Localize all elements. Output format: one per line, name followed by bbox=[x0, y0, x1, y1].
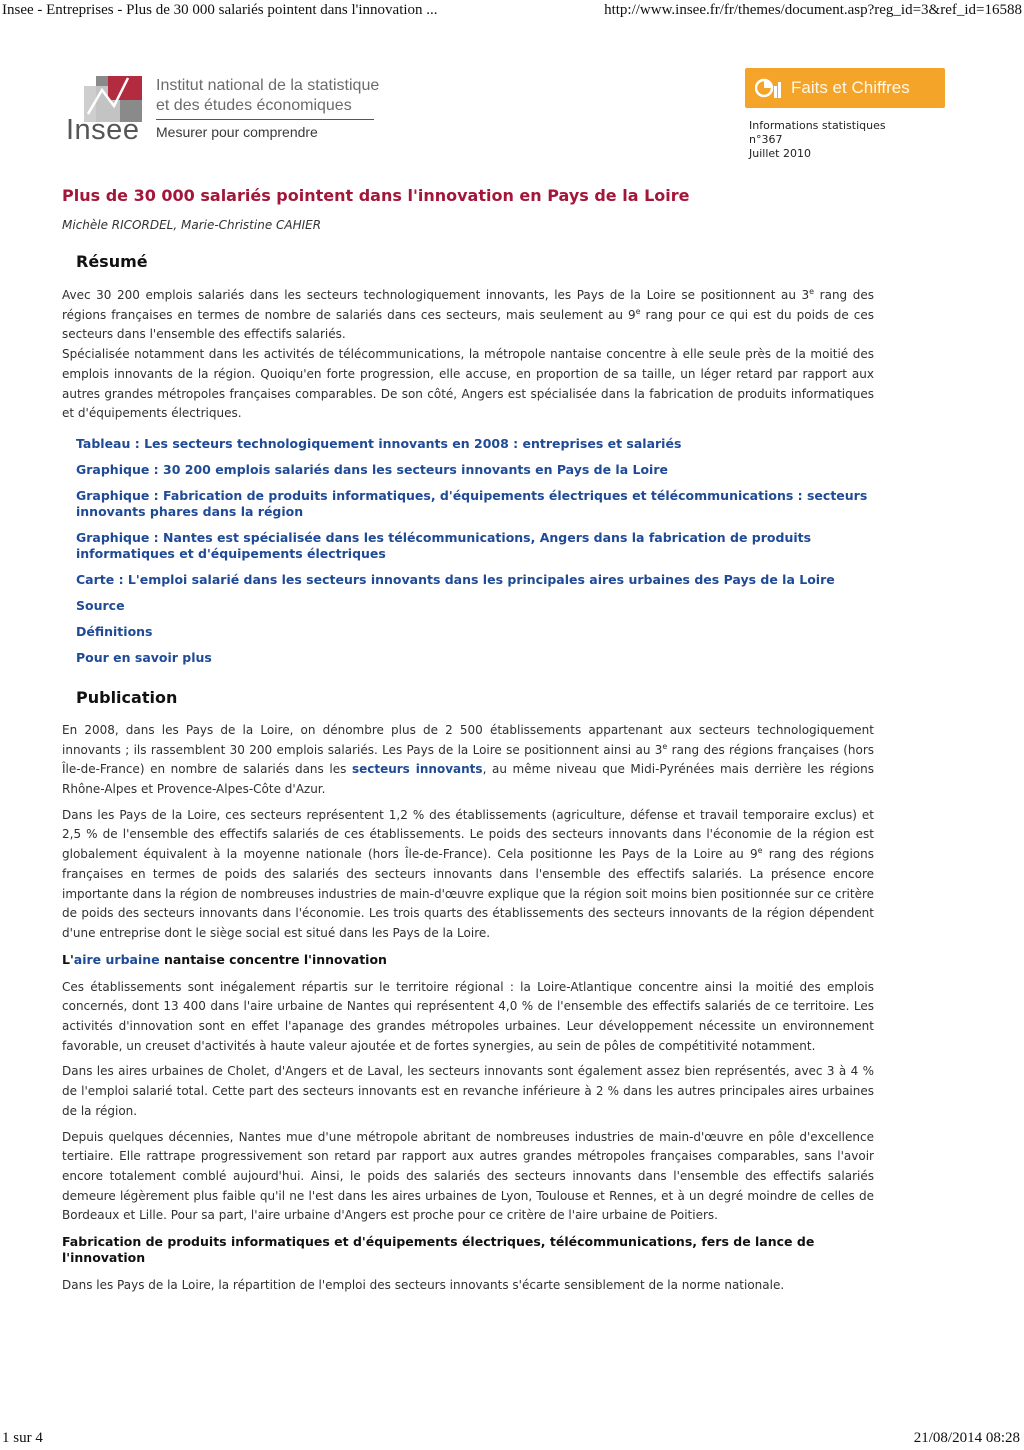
institute-name-line2: et des études économiques bbox=[156, 97, 352, 114]
insee-logo[interactable] bbox=[64, 68, 414, 148]
link-definitions[interactable]: Définitions bbox=[76, 623, 153, 639]
subheading-aire-urbaine bbox=[62, 952, 874, 968]
link-secteurs-innovants[interactable]: secteurs innovants bbox=[351, 762, 483, 777]
link-aire-urbaine[interactable]: aire urbaine bbox=[73, 951, 160, 967]
publication-paragraph-3: Ces établissements sont inégalement répartis sur le territoire régional : la Loire-Atlantique concentre ainsi la moitié des emplois concernés, dont 13 400 dans l'aire urbaine de Nantes qui représentent 4,0 % de l'ensemble des effectifs salariés de ce territoire. Les activités d'innovation sont en effet l'apanage des grandes métropoles urbaines. Leur développement nécessite un environnement favorable, un creuset d'activités à haute valeur ajoutée et de fortes synergies, au sein de pôles de compétitivité notamment. bbox=[62, 979, 874, 1053]
resume-p1-text-b: rang des régions françaises en termes de nombre de salariés dans ces secteurs, mais seulement au 9 bbox=[62, 288, 874, 322]
link-graphique-emplois[interactable]: Graphique : 30 200 emplois salariés dans les secteurs innovants en Pays de la Loire bbox=[76, 461, 668, 477]
print-header-url: http://www.insee.fr/fr/themes/document.asp?reg_id=3&ref_id=16588 bbox=[604, 2, 1022, 18]
related-links bbox=[62, 436, 874, 666]
pub-p1-text-c: , au même niveau que Midi-Pyrénées mais derrière les régions Rhône-Alpes et Provence-Alpes-Côte d'Azur. bbox=[62, 762, 874, 797]
link-pour-en-savoir-plus[interactable]: Pour en savoir plus bbox=[76, 649, 212, 665]
link-graphique-nantes-angers[interactable]: Graphique : Nantes est spécialisée dans les télécommunications, Angers dans la fabrication de produits informatiques et d'équipements électriques bbox=[76, 529, 812, 561]
print-header bbox=[0, 2, 1024, 22]
print-header-title: Insee - Entreprises - Plus de 30 000 salariés pointent dans l'innovation ... bbox=[2, 2, 438, 18]
pub-p2-sup: e bbox=[757, 846, 763, 856]
link-source[interactable]: Source bbox=[76, 597, 125, 613]
publication-paragraph-4: Dans les aires urbaines de Cholet, d'Angers et de Laval, les secteurs innovants sont également assez bien représentés, avec 3 à 4 % de l'emploi salarié total. Cette part des secteurs innovants est en revanche inférieure à 2 % dans les autres principales aires urbaines de la région. bbox=[62, 1064, 874, 1118]
resume-heading: Résumé bbox=[76, 252, 148, 271]
faits-et-chiffres-badge[interactable] bbox=[745, 68, 945, 108]
subheading-fabrication: Fabrication de produits informatiques et d'équipements électriques, télécommunications, fers de lance de l'innovation bbox=[62, 1234, 815, 1266]
link-graphique-fabrication[interactable]: Graphique : Fabrication de produits informatiques, d'équipements électriques et télécommunications : secteurs innovants phares dans la région bbox=[76, 487, 868, 519]
chart-figure-icon bbox=[755, 76, 783, 100]
resume-paragraph-2: Spécialisée notamment dans les activités de télécommunications, la métropole nantaise concentre à elle seule près de la moitié des emplois innovants de la région. Quoiqu'en forte progression, elle accuse, en proportion de sa taille, un léger retard par rapport aux autres grandes métropoles françaises comparables. De son côté, Angers est spécialisée dans la fabrication de produits informatiques et d'équipements électriques. bbox=[62, 347, 874, 421]
publication-paragraph-2 bbox=[62, 806, 874, 944]
institute-name bbox=[156, 76, 379, 116]
resume-block bbox=[62, 286, 874, 424]
sub1-text-b: nantaise concentre l'innovation bbox=[159, 951, 387, 967]
publication-paragraph-1 bbox=[62, 721, 874, 800]
logo-divider bbox=[156, 119, 374, 120]
resume-paragraph-1 bbox=[62, 286, 874, 345]
publication-paragraph-5: Depuis quelques décennies, Nantes mue d'une métropole abritant de nombreuses industries de main-d'œuvre en pôle d'excellence tertiaire. Elle rattrape progressivement son retard par rapport aux autres grandes métropoles françaises comparables, sans l'avoir encore totalement comblé aujourd'hui. Ainsi, le poids des salariés des secteurs innovants dans l'ensemble des effectifs salariés demeure légèrement plus faible qu'il ne l'est dans les aires urbaines de Lyon, Toulouse et Rennes, et à un degré moindre de celles de Bordeaux et Lille. Pour sa part, l'aire urbaine d'Angers est proche pour ce critère de l'aire urbaine de Poitiers. bbox=[62, 1129, 874, 1223]
resume-p1-sup-1: e bbox=[809, 287, 815, 296]
publication-paragraph-6: Dans les Pays de la Loire, la répartition de l'emploi des secteurs innovants s'écarte sensiblement de la norme nationale. bbox=[62, 1278, 785, 1293]
insee-wordmark: Insee bbox=[66, 114, 140, 146]
publication-heading: Publication bbox=[76, 687, 178, 707]
article-title: Plus de 30 000 salariés pointent dans l'innovation en Pays de la Loire bbox=[62, 186, 690, 205]
print-footer-datetime: 21/08/2014 08:28 bbox=[913, 1430, 1020, 1446]
pub-p1-sup: e bbox=[662, 741, 668, 751]
pub-p1-text-a: En 2008, dans les Pays de la Loire, on dénombre plus de 2 500 établissements appartenant aux secteurs technologiquement innovants ; ils rassemblent 30 200 emplois salariés. Les Pays de la Loire se positionnent ainsi au 3 bbox=[62, 722, 874, 757]
resume-p1-text-a: Avec 30 200 emplois salariés dans les secteurs technologiquement innovants, les Pays de la Loire se positionnent au 3 bbox=[62, 288, 810, 302]
article bbox=[62, 184, 874, 1296]
institute-name-line1: Institut national de la statistique bbox=[156, 77, 380, 94]
pub-p1-text-b: rang des régions françaises (hors Île-de-France) en nombre de salariés dans les bbox=[62, 742, 875, 777]
publication-date: Juillet 2010 bbox=[749, 147, 811, 160]
resume-p1-text-c: rang pour ce qui est du poids de ces secteurs dans l'ensemble des effectifs salariés. bbox=[62, 307, 874, 342]
publication-block bbox=[62, 721, 874, 1296]
print-footer bbox=[0, 1430, 1024, 1450]
link-carte-emploi[interactable]: Carte : L'emploi salarié dans les secteurs innovants dans les principales aires urbaines des Pays de la Loire bbox=[76, 571, 835, 587]
logo-tagline: Mesurer pour comprendre bbox=[156, 124, 318, 140]
pub-p2-text-b: rang des régions françaises en termes de poids des salariés des secteurs innovants dans l'ensemble des effectifs salariés. La présence encore importante dans la région de nombreuses industries de main-d'œuvre explique que la région soit moins bien positionnée sur ce critère de poids des secteurs innovants dans l'économie. Les trois quarts des établissements des secteurs innovants de la région dépendent d'une entreprise dont le siège social est situé dans les Pays de la Loire. bbox=[62, 847, 875, 940]
badge-label: Faits et Chiffres bbox=[791, 78, 910, 97]
publication-number: n°367 bbox=[749, 133, 783, 146]
publication-series: Informations statistiques bbox=[749, 119, 886, 132]
link-tableau-secteurs[interactable]: Tableau : Les secteurs technologiquement innovants en 2008 : entreprises et salariés bbox=[76, 435, 682, 451]
publication-info bbox=[749, 119, 886, 161]
pub-p2-text-a: Dans les Pays de la Loire, ces secteurs représentent 1,2 % des établissements (agriculture, défense et travail temporaire exclus) et 2,5 % de l'ensemble des effectifs salariés de ces établissements. Le poids des secteurs innovants dans l'économie de la région est globalement équivalent à la moyenne nationale (hors Île-de-France). Cela positionne les Pays de la Loire au 9 bbox=[62, 807, 874, 862]
resume-p1-sup-2: e bbox=[635, 306, 641, 316]
sub1-text-a: L' bbox=[62, 951, 74, 967]
print-footer-page: 1 sur 4 bbox=[2, 1430, 43, 1446]
article-authors: Michèle RICORDEL, Marie-Christine CAHIER bbox=[62, 218, 322, 232]
